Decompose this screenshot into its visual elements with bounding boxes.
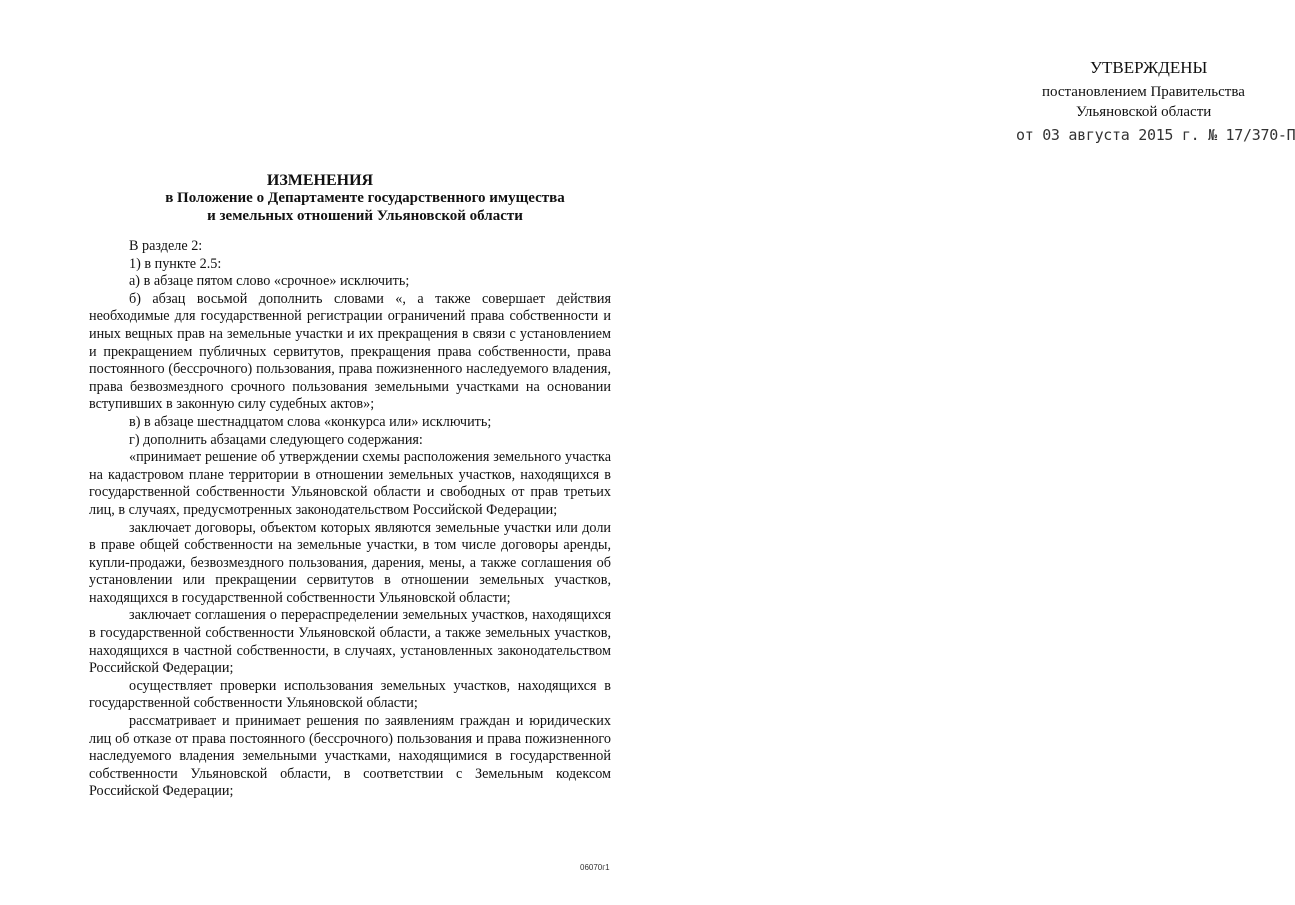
approval-date-line: от 03 августа 2015 г. № 17/370-П <box>1016 126 1295 144</box>
approval-line-2: Ульяновской области <box>1076 104 1212 120</box>
document-subtitle-1: в Положение о Департаменте государственного имущества <box>165 190 565 206</box>
document-body <box>89 238 611 801</box>
paragraph: осуществляет проверки использования земельных участков, находящихся в государственной собственности Ульяновской области; <box>89 677 611 712</box>
paragraph: б) абзац восьмой дополнить словами «, а также совершает действия необходимые для государственной регистрации ограничений права собственности и иных вещных прав на земельные участки и их прекращения в связи с установлением и прекращением публичных сервитутов, прекращения права собственности, права постоянного (бессрочного) пользования, права пожизненного наследуемого владения, права безвозмездного срочного пользования земельными участками на основании вступивших в законную силу судебных актов»; <box>89 290 611 413</box>
paragraph: в) в абзаце шестнадцатом слова «конкурса или» исключить; <box>129 413 492 430</box>
document-code: 06070г1 <box>580 863 610 872</box>
paragraph: «принимает решение об утверждении схемы расположения земельного участка на кадастровом плане территории в отношении земельных участков, находящихся в государственной собственности Ульяновской области и свободных от прав третьих лиц, в случаях, предусмотренных законодательством Российской Федерации; <box>89 449 611 518</box>
paragraph: 1) в пункте 2.5: <box>129 255 222 272</box>
approval-heading: УТВЕРЖДЕНЫ <box>1090 58 1208 77</box>
approval-line-1: постановлением Правительства <box>1042 84 1245 100</box>
document-title: ИЗМЕНЕНИЯ <box>266 172 374 189</box>
paragraph: В разделе 2: <box>129 238 203 254</box>
paragraph: заключает соглашения о перераспределении земельных участков, находящихся в государственной собственности Ульяновской области, а также земельных участков, находящихся в частной собственности, в случаях, установленных законодательством Российской Федерации; <box>89 607 611 677</box>
document-subtitle-2: и земельных отношений Ульяновской области <box>207 208 523 224</box>
paragraph: заключает договоры, объектом которых являются земельные участки или доли в праве общей собственности на земельные участки, в том числе договоры аренды, купли-продажи, безвозмездного пользования, дарения, мены, а также соглашения об установлении или прекращении сервитутов в отношении земельных участков, находящихся в государственной собственности Ульяновской области; <box>89 519 611 606</box>
paragraph: рассматривает и принимает решения по заявлениям граждан и юридических лиц об отказе от права постоянного (бессрочного) пользования и права пожизненного наследуемого владения земельными участками, находящимися в государственной собственности Ульяновской области, в соответствии с Земельным кодексом Российской Федерации; <box>89 713 611 800</box>
paragraph: а) в абзаце пятом слово «срочное» исключить; <box>129 273 410 290</box>
paragraph: г) дополнить абзацами следующего содержания: <box>129 431 423 448</box>
